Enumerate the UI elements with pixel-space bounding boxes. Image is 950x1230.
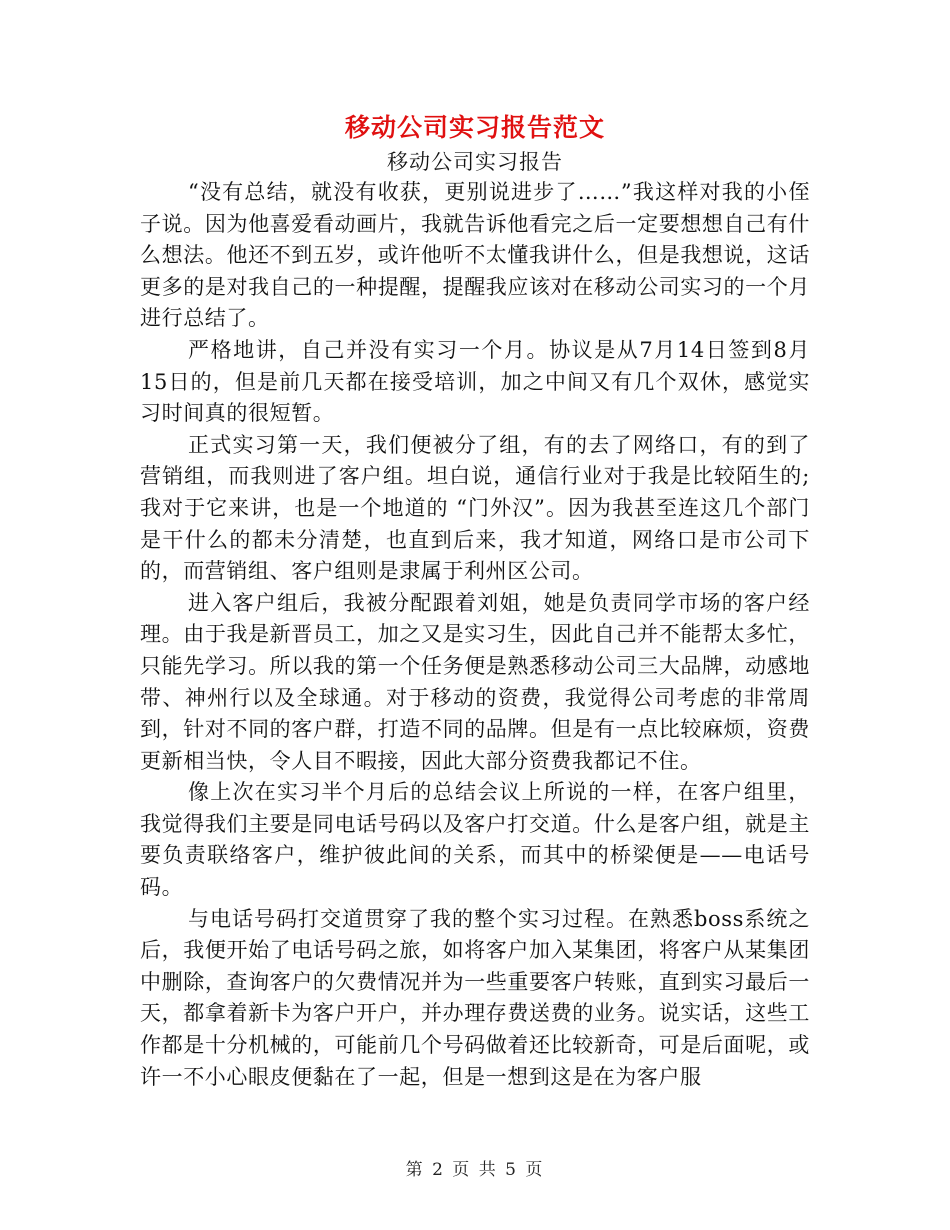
paragraph: 严格地讲，自己并没有实习一个月。协议是从7月14日签到8月15日的，但是前几天都在接受培训，加之中间又有几个双休，感觉实习时间真的很短暂。 — [140, 337, 810, 426]
document-subtitle: 移动公司实习报告 — [387, 150, 563, 174]
paragraph: 像上次在实习半个月后的总结会议上所说的一样，在客户组里，我觉得我们主要是同电话号码以及客户打交道。什么是客户组，就是主要负责联络客户，维护彼此间的关系，而其中的桥梁便是——电话号码。 — [140, 780, 810, 900]
document-title: 移动公司实习报告范文 — [344, 113, 605, 142]
paragraph: “没有总结，就没有收获，更别说进步了……”我这样对我的小侄子说。因为他喜爱看动画片，我就告诉他看完之后一定要想想自己有什么想法。他还不到五岁，或许他听不太懂我讲什么，但是我想说，这话更多的是对我自己的一种提醒，提醒我应该对在移动公司实习的一个月进行总结了。 — [140, 180, 810, 331]
document-body — [140, 177, 810, 1093]
page-number-footer: 第 2 页 共 5 页 — [405, 1160, 545, 1180]
paragraph: 与电话号码打交道贯穿了我的整个实习过程。在熟悉boss系统之后，我便开始了电话号码之旅，如将客户加入某集团，将客户从某集团中删除，查询客户的欠费情况并为一些重要客户转账，直到实习最后一天，都拿着新卡为客户开户，并办理存费送费的业务。说实话，这些工作都是十分机械的，可能前几个号码做着还比较新奇，可是后面呢，或许一不小心眼皮便黏在了一起，但是一想到这是在为客户服 — [140, 906, 810, 1089]
paragraph: 正式实习第一天，我们便被分了组，有的去了网络口，有的到了营销组，而我则进了客户组。坦白说，通信行业对于我是比较陌生的;我对于它来讲，也是一个地道的 “门外汉”。因为我甚至连这几个部门是干什么的都未分清楚，也直到后来，我才知道，网络口是市公司下的，而营销组、客户组则是隶属于利州区公司。 — [140, 432, 810, 584]
paragraph: 进入客户组后，我被分配跟着刘姐，她是负责同学市场的客户经理。由于我是新晋员工，加之又是实习生，因此自己并不能帮太多忙，只能先学习。所以我的第一个任务便是熟悉移动公司三大品牌，动感地带、神州行以及全球通。对于移动的资费，我觉得公司考虑的非常周到，针对不同的客户群，打造不同的品牌。但是有一点比较麻烦，资费更新相当快，令人目不暇接，因此大部分资费我都记不住。 — [140, 590, 810, 773]
